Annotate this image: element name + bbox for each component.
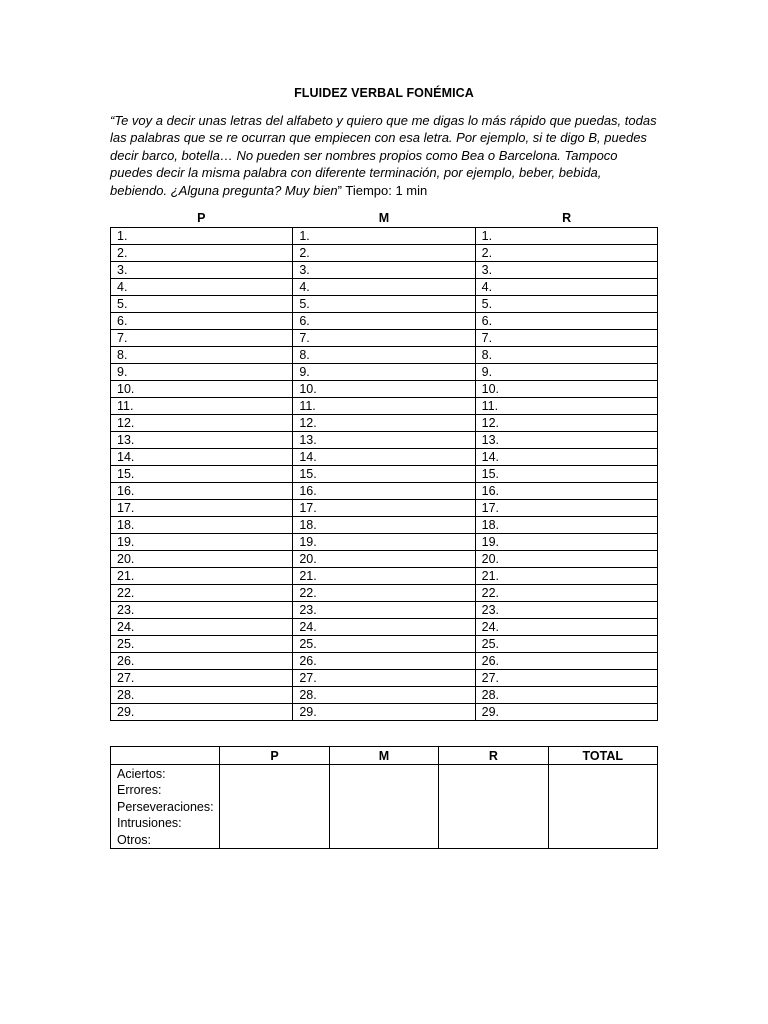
- word-entry-cell-p[interactable]: 11.: [111, 398, 293, 415]
- summary-header-p: P: [220, 747, 329, 765]
- word-grid-row: [111, 653, 658, 670]
- score-cell-r[interactable]: [439, 765, 548, 849]
- word-entry-cell-r[interactable]: 11.: [475, 398, 657, 415]
- word-grid-row: [111, 262, 658, 279]
- word-grid-row: [111, 670, 658, 687]
- word-entry-cell-r[interactable]: 7.: [475, 330, 657, 347]
- word-entry-cell-m[interactable]: 7.: [293, 330, 475, 347]
- score-cell-m[interactable]: [329, 765, 438, 849]
- word-entry-cell-m[interactable]: 4.: [293, 279, 475, 296]
- word-response-table-body: [111, 228, 658, 721]
- word-entry-cell-p[interactable]: 22.: [111, 585, 293, 602]
- word-entry-cell-r[interactable]: 8.: [475, 347, 657, 364]
- word-grid-row: [111, 568, 658, 585]
- summary-header-m: M: [329, 747, 438, 765]
- word-entry-cell-m[interactable]: 17.: [293, 500, 475, 517]
- word-entry-cell-r[interactable]: 5.: [475, 296, 657, 313]
- word-entry-cell-m[interactable]: 20.: [293, 551, 475, 568]
- word-entry-cell-r[interactable]: 27.: [475, 670, 657, 687]
- word-entry-cell-p[interactable]: 15.: [111, 466, 293, 483]
- metrics-list: [111, 765, 219, 848]
- word-entry-cell-p[interactable]: 6.: [111, 313, 293, 330]
- word-entry-cell-m[interactable]: 21.: [293, 568, 475, 585]
- word-entry-cell-r[interactable]: 3.: [475, 262, 657, 279]
- word-entry-cell-r[interactable]: 17.: [475, 500, 657, 517]
- word-entry-cell-m[interactable]: 10.: [293, 381, 475, 398]
- summary-header-blank: [111, 747, 220, 765]
- word-entry-cell-p[interactable]: 14.: [111, 449, 293, 466]
- word-entry-cell-r[interactable]: 26.: [475, 653, 657, 670]
- word-grid-row: [111, 585, 658, 602]
- word-grid-row: [111, 279, 658, 296]
- summary-body-row: [111, 765, 658, 849]
- letter-header-r: R: [562, 211, 572, 225]
- word-grid-row: [111, 483, 658, 500]
- word-grid-row: [111, 330, 658, 347]
- instructions-paragraph: [110, 112, 658, 199]
- word-entry-cell-m[interactable]: 22.: [293, 585, 475, 602]
- word-grid-row: [111, 381, 658, 398]
- scoring-summary-table: [110, 746, 658, 849]
- word-entry-cell-p[interactable]: 9.: [111, 364, 293, 381]
- score-cell-p[interactable]: [220, 765, 329, 849]
- word-entry-cell-r[interactable]: 16.: [475, 483, 657, 500]
- metric-perseveraciones: Perseveraciones:: [117, 799, 214, 814]
- summary-metrics-cell: [111, 765, 220, 849]
- summary-header-r: R: [439, 747, 548, 765]
- word-entry-cell-p[interactable]: 2.: [111, 245, 293, 262]
- metric-intrusiones: Intrusiones:: [117, 816, 182, 831]
- word-grid-row: [111, 534, 658, 551]
- word-entry-cell-r[interactable]: 1.: [475, 228, 657, 245]
- word-entry-cell-p[interactable]: 13.: [111, 432, 293, 449]
- word-entry-cell-m[interactable]: 16.: [293, 483, 475, 500]
- word-entry-cell-p[interactable]: 17.: [111, 500, 293, 517]
- word-grid-row: [111, 551, 658, 568]
- word-entry-cell-r[interactable]: 13.: [475, 432, 657, 449]
- letter-header-p: P: [197, 211, 206, 225]
- word-entry-cell-p[interactable]: 10.: [111, 381, 293, 398]
- word-entry-cell-m[interactable]: 18.: [293, 517, 475, 534]
- word-entry-cell-m[interactable]: 15.: [293, 466, 475, 483]
- word-response-table: [110, 227, 658, 721]
- word-grid-row: [111, 619, 658, 636]
- word-entry-cell-r[interactable]: 15.: [475, 466, 657, 483]
- summary-header-row: [111, 747, 658, 765]
- word-grid-row: [111, 704, 658, 721]
- word-grid-row: [111, 449, 658, 466]
- word-entry-cell-r[interactable]: 4.: [475, 279, 657, 296]
- word-entry-cell-p[interactable]: 12.: [111, 415, 293, 432]
- word-entry-cell-r[interactable]: 22.: [475, 585, 657, 602]
- word-entry-cell-p[interactable]: 8.: [111, 347, 293, 364]
- word-entry-cell-r[interactable]: 6.: [475, 313, 657, 330]
- word-entry-cell-r[interactable]: 20.: [475, 551, 657, 568]
- word-entry-cell-r[interactable]: 14.: [475, 449, 657, 466]
- word-entry-cell-m[interactable]: 25.: [293, 636, 475, 653]
- word-entry-cell-m[interactable]: 28.: [293, 687, 475, 704]
- word-grid-row: [111, 313, 658, 330]
- word-entry-cell-m[interactable]: 24.: [293, 619, 475, 636]
- word-entry-cell-r[interactable]: 18.: [475, 517, 657, 534]
- word-grid-row: [111, 517, 658, 534]
- word-entry-cell-p[interactable]: 25.: [111, 636, 293, 653]
- word-entry-cell-p[interactable]: 23.: [111, 602, 293, 619]
- word-entry-cell-p[interactable]: 21.: [111, 568, 293, 585]
- word-entry-cell-r[interactable]: 23.: [475, 602, 657, 619]
- word-entry-cell-p[interactable]: 28.: [111, 687, 293, 704]
- word-entry-cell-p[interactable]: 5.: [111, 296, 293, 313]
- letter-header-m: M: [378, 211, 390, 225]
- word-entry-cell-p[interactable]: 20.: [111, 551, 293, 568]
- word-entry-cell-m[interactable]: 2.: [293, 245, 475, 262]
- word-entry-cell-p[interactable]: 3.: [111, 262, 293, 279]
- word-entry-cell-m[interactable]: 26.: [293, 653, 475, 670]
- word-entry-cell-m[interactable]: 6.: [293, 313, 475, 330]
- word-grid-row: [111, 228, 658, 245]
- word-entry-cell-m[interactable]: 3.: [293, 262, 475, 279]
- word-grid-row: [111, 602, 658, 619]
- word-grid-row: [111, 687, 658, 704]
- word-entry-cell-r[interactable]: 19.: [475, 534, 657, 551]
- word-entry-cell-m[interactable]: 29.: [293, 704, 475, 721]
- word-entry-cell-r[interactable]: 2.: [475, 245, 657, 262]
- metric-aciertos: Aciertos:: [117, 767, 166, 781]
- word-entry-cell-p[interactable]: 19.: [111, 534, 293, 551]
- word-entry-cell-r[interactable]: 29.: [475, 704, 657, 721]
- word-grid-row: [111, 347, 658, 364]
- summary-header-total: TOTAL: [548, 747, 657, 765]
- word-entry-cell-m[interactable]: 11.: [293, 398, 475, 415]
- word-entry-cell-m[interactable]: 23.: [293, 602, 475, 619]
- word-entry-cell-p[interactable]: 26.: [111, 653, 293, 670]
- word-grid-row: [111, 245, 658, 262]
- page-title: FLUIDEZ VERBAL FONÉMICA: [294, 86, 474, 100]
- word-entry-cell-p[interactable]: 24.: [111, 619, 293, 636]
- word-grid-row: [111, 398, 658, 415]
- word-entry-cell-m[interactable]: 8.: [293, 347, 475, 364]
- word-entry-cell-p[interactable]: 1.: [111, 228, 293, 245]
- word-entry-cell-p[interactable]: 4.: [111, 279, 293, 296]
- word-entry-cell-r[interactable]: 24.: [475, 619, 657, 636]
- score-cell-total[interactable]: [548, 765, 657, 849]
- word-entry-cell-p[interactable]: 18.: [111, 517, 293, 534]
- letter-column-headers: [110, 211, 658, 225]
- word-grid-row: [111, 415, 658, 432]
- word-grid-row: [111, 364, 658, 381]
- word-grid-row: [111, 296, 658, 313]
- word-entry-cell-r[interactable]: 25.: [475, 636, 657, 653]
- word-grid-row: [111, 466, 658, 483]
- word-entry-cell-r[interactable]: 12.: [475, 415, 657, 432]
- instructions-time-limit: ” Tiempo: 1 min: [337, 182, 428, 198]
- word-entry-cell-m[interactable]: 12.: [293, 415, 475, 432]
- metric-errores: Errores:: [117, 783, 162, 798]
- word-grid-row: [111, 636, 658, 653]
- word-entry-cell-r[interactable]: 10.: [475, 381, 657, 398]
- word-entry-cell-m[interactable]: 5.: [293, 296, 475, 313]
- word-entry-cell-p[interactable]: 16.: [111, 483, 293, 500]
- word-entry-cell-m[interactable]: 27.: [293, 670, 475, 687]
- word-entry-cell-m[interactable]: 9.: [293, 364, 475, 381]
- instructions-quoted-text: “Te voy a decir unas letras del alfabeto y quiero que me digas lo más rápido que puedas, todas las palabras que se re ocurran que empiecen con esa letra. Por ejemplo, si te digo B, puedes decir barco, botella… No pueden ser nombres propios como Bea o Barcelona. Tampoco puedes decir la misma palabra con diferente terminación, por ejemplo, beber, bebida, bebiendo. ¿Alguna pregunta? Muy bien: [110, 113, 657, 198]
- word-entry-cell-p[interactable]: 27.: [111, 670, 293, 687]
- word-entry-cell-p[interactable]: 29.: [111, 704, 293, 721]
- word-entry-cell-r[interactable]: 9.: [475, 364, 657, 381]
- word-entry-cell-r[interactable]: 28.: [475, 687, 657, 704]
- word-grid-row: [111, 432, 658, 449]
- word-entry-cell-m[interactable]: 1.: [293, 228, 475, 245]
- word-entry-cell-m[interactable]: 13.: [293, 432, 475, 449]
- word-grid-row: [111, 500, 658, 517]
- word-entry-cell-r[interactable]: 21.: [475, 568, 657, 585]
- word-entry-cell-p[interactable]: 7.: [111, 330, 293, 347]
- word-entry-cell-m[interactable]: 14.: [293, 449, 475, 466]
- metric-otros: Otros:: [117, 832, 152, 847]
- word-entry-cell-m[interactable]: 19.: [293, 534, 475, 551]
